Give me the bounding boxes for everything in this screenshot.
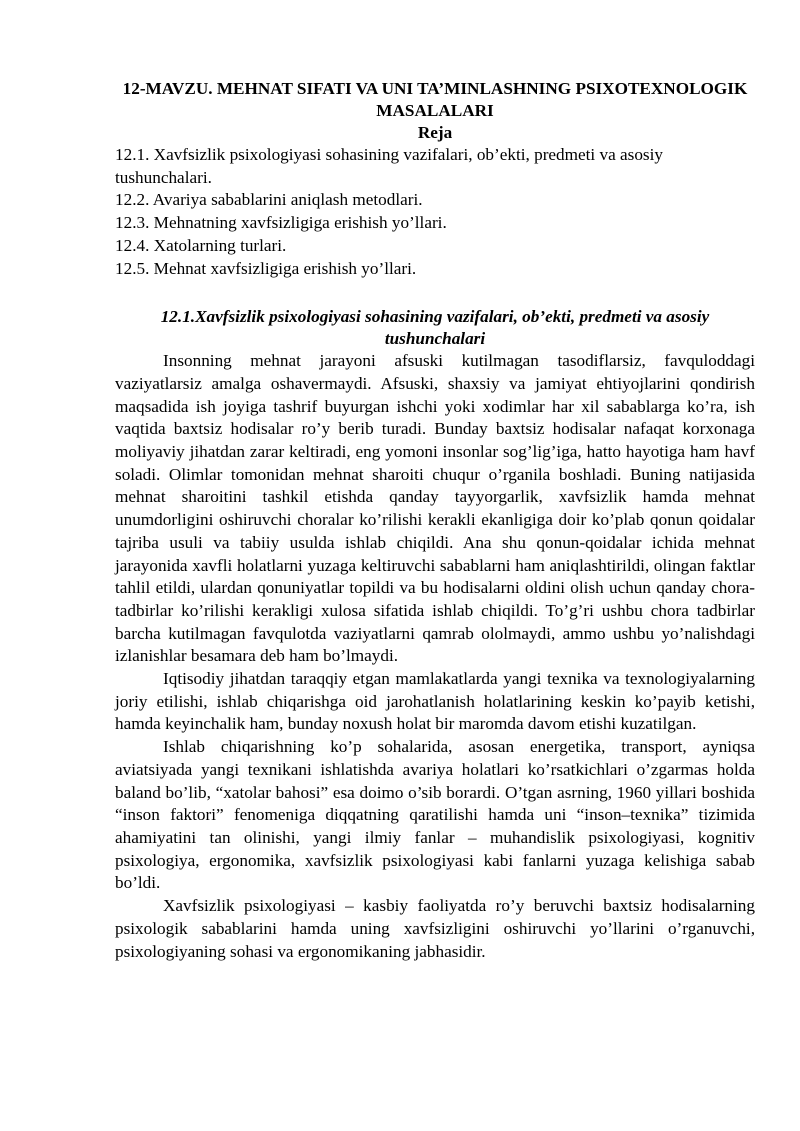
plan-item: 12.5. Mehnat xavfsizligiga erishish yo’llari. [115, 258, 417, 278]
plan-item: 12.1. Xavfsizlik psixologiyasi sohasining vazifalari, ob’ekti, predmeti va asosiy tushunchalari. [115, 145, 663, 187]
body-paragraph: Iqtisodiy jihatdan taraqqiy etgan mamlakatlarda yangi texnika va texnologiyalarning joriy etilishi, ishlab chiqarishga oid jarohatlanish holatlarining keskin ko’payib ketishi, hamda keyinchalik ham, bunday noxush holat bir maromda davom etishi kuzatilgan. [115, 669, 755, 734]
plan-item: 12.4. Xatolarning turlari. [115, 235, 287, 255]
document-title: 12-MAVZU. MEHNAT SIFATI VA UNI TA’MINLASHNING PSIXOTEXNOLOGIK MASALALARI [122, 79, 748, 120]
section-heading: 12.1.Xavfsizlik psixologiyasi sohasining vazifalari, ob’ekti, predmeti va asosiy tushunchalari [160, 307, 710, 349]
plan-item: 12.3. Mehnatning xavfsizligiga erishish yo’llari. [115, 213, 447, 233]
body-paragraph: Ishlab chiqarishning ko’p sohalarida, asosan energetika, transport, ayniqsa aviatsiyada yangi texnikani ishlatishda avariya holatlari ko’rsatkichlari o’zgarmas holda baland bo’lib, “xatolar bahosi” esa doimo o’sib borardi. O’tgan asrning, 1960 yillari boshida “inson faktori” fenomeniga diqqatning qaratilishi hamda uni “inson–texnika” tizimida ahamiyatini tan olinishi, yangi ilmiy fanlar – muhandislik psixologiyasi, kognitiv psixologiya, ergonomika, xavfsizlik psixologiyasi kabi fanlarni yuzaga kelishiga sabab bo’ldi. [115, 737, 755, 893]
document-page [115, 78, 755, 963]
section-body [115, 350, 755, 963]
body-paragraph: Insonning mehnat jarayoni afsuski kutilmagan tasodiflarsiz, favquloddagi vaziyatlarsiz amalga oshavermaydi. Afsuski, shaxsiy va jamiyat ehtiyojlarini qondirish maqsadida ish joyiga tashrif buyurgan ishchi yoki xodimlar har xil sabablarga ko’ra, ish vaqtida baxtsiz hodisalar ro’y berib turadi. Bunday baxtsiz hodisalar nafaqat korxonaga moliyaviy jihatdan zarar keltiradi, eng yomoni insonlar sog’lig’iga, hatto hayotiga ham havf soladi. Olimlar tomonidan mehnat sharoiti chuqur o’rganila boshladi. Buning natijasida mehnat sharoitini tashkil etishda qanday tayyorgarlik, xavfsizlik hamda mehnat unumdorligini oshiruvchi choralar ko’rilishi kerakli ekanligiga doir ko’plab qonun qoidalar tajriba usuli va tabiiy usulda ishlab chiqildi. Ana shu qonun-qoidalar ichida mehnat jarayonida xavfli holatlarni yuzaga keltiruvchi sabablarni ham aniqlashtirildi, olingan faktlar tahlil etildi, ulardan qonuniyatlar topildi va bu hodisalarni oldini olish uchun qanday chora-tadbirlar ko’rilishi kerakligi xulosa sifatida ishlab chiqildi. To’g’ri ushbu chora tadbirlar barcha kutilmagan favqulotda vaziyatlarni qamrab ololmaydi, ammo ushbu yo’nalishdagi izlanishlar besamara deb ham bo’lmaydi. [115, 351, 755, 666]
plan-heading: Reja [417, 123, 453, 142]
plan-item: 12.2. Avariya sabablarini aniqlash metodlari. [115, 190, 423, 210]
plan-list [115, 144, 755, 280]
body-paragraph: Xavfsizlik psixologiyasi – kasbiy faoliyatda ro’y beruvchi baxtsiz hodisalarning psixologik sabablarini hamda uning xavfsizligini oshiruvchi yo’llarini o’rganuvchi, psixologiyaning sohasi va ergonomikaning jabhasidir. [115, 896, 755, 961]
